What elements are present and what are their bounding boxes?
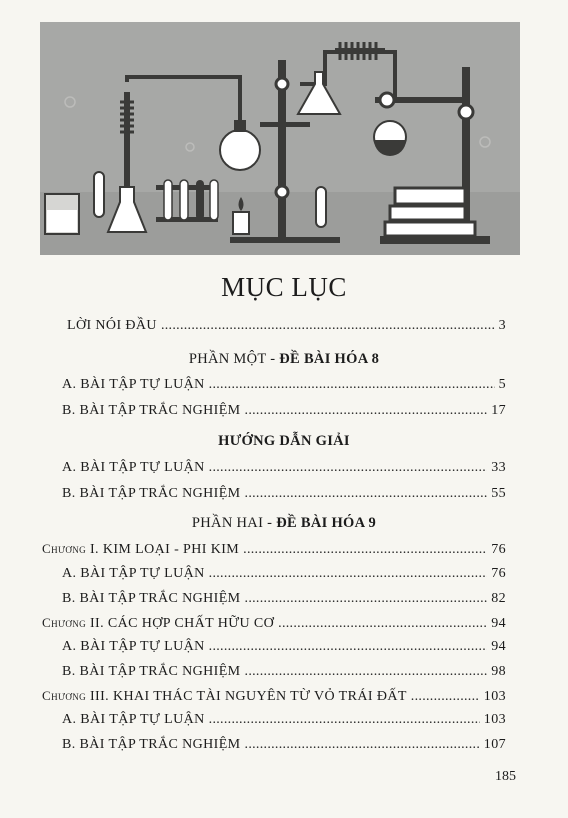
- part-two-heading: PHẦN HAI - ĐỀ BÀI HÓA 9: [191, 515, 377, 531]
- toc-title: MỤC LỤC: [221, 272, 347, 302]
- toc-entry-label: A. BÀI TẬP TỰ LUẬN: [62, 639, 205, 654]
- toc-entry-page: 94: [491, 639, 506, 654]
- toc-entry-page: 17: [491, 403, 506, 418]
- toc-entry-page: 82: [491, 591, 506, 606]
- chapter-title: I. KIM LOẠI - PHI KIM: [89, 542, 240, 557]
- toc-entry-label: B. BÀI TẬP TRẮC NGHIỆM: [62, 664, 241, 679]
- dot-leader: [243, 542, 487, 558]
- toc-entry-page: 103: [483, 712, 506, 727]
- toc-entry[interactable]: [62, 403, 506, 419]
- dot-leader: [278, 616, 487, 632]
- toc-entry-label: B. BÀI TẬP TRẮC NGHIỆM: [62, 591, 241, 606]
- toc-entry-label: A. BÀI TẬP TỰ LUẬN: [62, 566, 205, 581]
- toc-entry-label: LỜI NÓI ĐẦU: [67, 318, 157, 333]
- dot-leader: [411, 689, 480, 705]
- part-one-prefix: PHẦN MỘT: [188, 351, 267, 367]
- toc-entry[interactable]: [62, 566, 506, 582]
- toc-entry[interactable]: [62, 460, 506, 476]
- toc-entry-label: B. BÀI TẬP TRẮC NGHIỆM: [62, 737, 241, 752]
- toc-entry-page: 98: [491, 664, 506, 679]
- dot-leader: [245, 486, 488, 502]
- toc-entry-label: [42, 615, 274, 632]
- chapter-title: II. CÁC HỢP CHẤT HỮU CƠ: [89, 616, 275, 631]
- toc-entry-page: 55: [491, 486, 506, 501]
- part-two-title: ĐỀ BÀI HÓA 9: [276, 515, 377, 531]
- dot-leader: [209, 377, 495, 393]
- chapter-word: Chương: [42, 541, 87, 556]
- toc-entry-page: 76: [491, 566, 506, 581]
- guide-heading: [0, 433, 568, 450]
- guide-title: HƯỚNG DẪN GIẢI: [218, 433, 350, 449]
- toc-entry[interactable]: [62, 377, 506, 393]
- dot-leader: [209, 566, 488, 582]
- toc-entry-label: A. BÀI TẬP TỰ LUẬN: [62, 460, 205, 475]
- dot-leader: [209, 460, 488, 476]
- dot-leader: [245, 403, 488, 419]
- toc-entry-page: 76: [491, 542, 506, 557]
- toc-entry[interactable]: [62, 591, 506, 607]
- part-one-title: ĐỀ BÀI HÓA 8: [279, 351, 380, 367]
- toc-entry-page: 5: [498, 377, 506, 392]
- dot-leader: [245, 664, 488, 680]
- chapter-title: III. KHAI THÁC TÀI NGUYÊN TỪ VỎ TRÁI ĐẤT: [89, 689, 407, 704]
- toc-entry-page: 94: [491, 616, 506, 631]
- page-number: 185: [495, 769, 516, 784]
- toc-entry-label: B. BÀI TẬP TRẮC NGHIỆM: [62, 486, 241, 501]
- dot-leader: [161, 318, 495, 334]
- toc-chapter-entry[interactable]: [42, 615, 506, 632]
- toc-entry-page: 3: [498, 318, 506, 333]
- toc-entry[interactable]: [62, 737, 506, 753]
- toc-entry-label: A. BÀI TẬP TỰ LUẬN: [62, 712, 205, 727]
- toc-chapter-entry[interactable]: [42, 541, 506, 558]
- toc-entry[interactable]: [67, 318, 506, 334]
- toc-entry[interactable]: [62, 639, 506, 655]
- dot-leader: [245, 591, 488, 607]
- toc-entry[interactable]: [62, 664, 506, 680]
- part-one-heading: PHẦN MỘT - ĐỀ BÀI HÓA 8: [188, 351, 380, 367]
- dot-leader: [245, 737, 480, 753]
- toc-entry-label: B. BÀI TẬP TRẮC NGHIỆM: [62, 403, 241, 418]
- chapter-word: Chương: [42, 688, 87, 703]
- dot-leader: [209, 639, 488, 655]
- dot-leader: [209, 712, 480, 728]
- chemistry-lab-icon: [40, 22, 520, 255]
- toc-entry-label: A. BÀI TẬP TỰ LUẬN: [62, 377, 205, 392]
- toc-entry-page: 107: [483, 737, 506, 752]
- toc-entry[interactable]: [62, 486, 506, 502]
- toc-entry[interactable]: [62, 712, 506, 728]
- chapter-word: Chương: [42, 615, 87, 630]
- toc-entry-page: 33: [491, 460, 506, 475]
- chemistry-lab-illustration: [40, 22, 520, 255]
- toc-chapter-entry[interactable]: [42, 688, 506, 705]
- part-two-prefix: PHẦN HAI: [191, 515, 264, 531]
- toc-entry-label: [42, 688, 407, 705]
- toc-entry-page: 103: [483, 689, 506, 704]
- toc-entry-label: [42, 541, 239, 558]
